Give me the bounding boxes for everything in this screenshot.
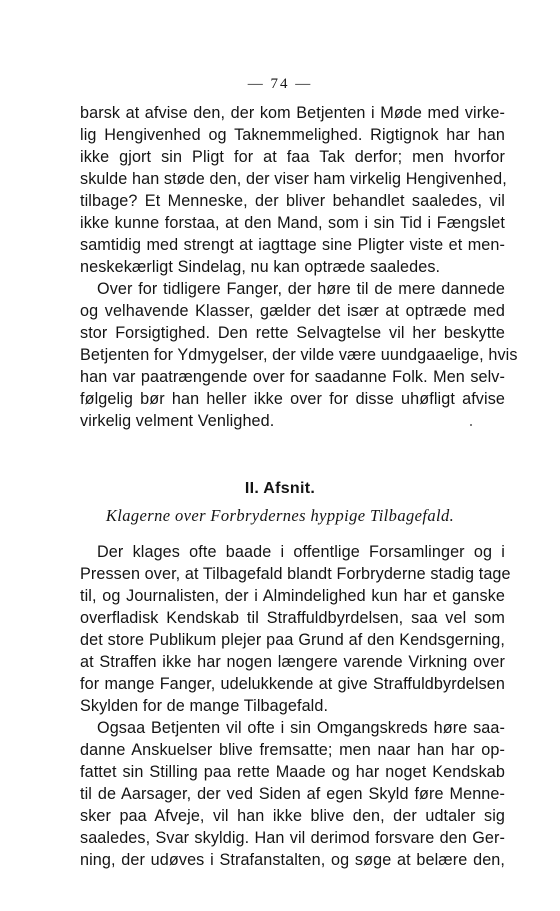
text-line: fattet sin Stilling paa rette Maade og har noget Kendskab [80,763,505,781]
text-line: tilbage? Et Menneske, der bliver behandlet saaledes, vil [80,192,505,210]
text-line: han var paatrængende over for saadanne Folk. Men selv- [80,368,505,386]
text-line: Der klages ofte baade i offentlige Forsamlinger og i [97,543,505,561]
text-line: Pressen over, at Tilbagefald blandt Forbryderne stadig tage [80,565,511,583]
text-line: saaledes, Svar skyldig. Han vil derimod forsvare den Ger- [80,829,505,847]
text-line: Betjenten for Ydmygelser, der vilde være uundgaaelige, hvis [80,346,518,364]
text-line: stor Forsigtighed. Den rette Selvagtelse vil her beskytte [80,324,505,342]
text-line: virkelig velment Venlighed. [80,412,275,430]
text-line: Over for tidligere Fanger, der høre til de mere dannede [97,280,505,298]
text-line: det store Publikum plejer paa Grund af den Kendsgerning, [80,631,505,649]
text-line: at Straffen ikke har nogen længere varende Virkning over [80,653,505,671]
text-line: ikke kunne forstaa, at den Mand, som i sin Tid i Fængslet [80,214,505,232]
text-line: for mange Fanger, udelukkende at give Straffuldbyrdelsen [80,675,505,693]
page-number: — 74 — [247,76,313,92]
text-line: følgelig bør han heller ikke over for disse uhøfligt afvise [80,390,505,408]
text-line: sker paa Afveje, vil han ikke blive den, der udtaler sig [80,807,505,825]
text-line: ning, der udøves i Strafanstalten, og søge at belære den, [80,851,505,869]
text-line: overfladisk Kendskab til Straffuldbyrdelsen, saa vel som [80,609,505,627]
text-line: Ogsaa Betjenten vil ofte i sin Omgangskreds høre saa- [97,719,505,737]
text-line: barsk at afvise den, der kom Betjenten i Møde med virke- [80,104,505,122]
text-line: lig Hengivenhed og Taknemmelighed. Rigtignok har han [80,126,505,144]
text-line: og velhavende Klasser, gælder det især at optræde med [80,302,505,320]
print-speck [470,424,472,426]
text-line: danne Anskuelser blive fremsatte; men naar han har op- [80,741,505,759]
text-line: skulde han støde den, der viser ham virkelig Hengivenhed, [80,170,507,188]
section-title: II. Afsnit. [244,480,316,497]
text-line: til, og Journalisten, der i Almindelighed kun har et ganske [80,587,505,605]
text-line: samtidig med strengt at iagttage sine Pligter viste et men- [80,236,505,254]
text-line: til de Aarsager, der ved Siden af egen Skyld føre Menne- [80,785,505,803]
text-line: Skylden for de mange Tilbagefald. [80,697,329,715]
section-subtitle: Klagerne over Forbrydernes hyppige Tilbagefald. [105,506,455,525]
text-line: neskekærligt Sindelag, nu kan optræde saaledes. [80,258,441,276]
text-line: ikke gjort sin Pligt for at faa Tak derfor; men hvorfor [80,148,505,166]
